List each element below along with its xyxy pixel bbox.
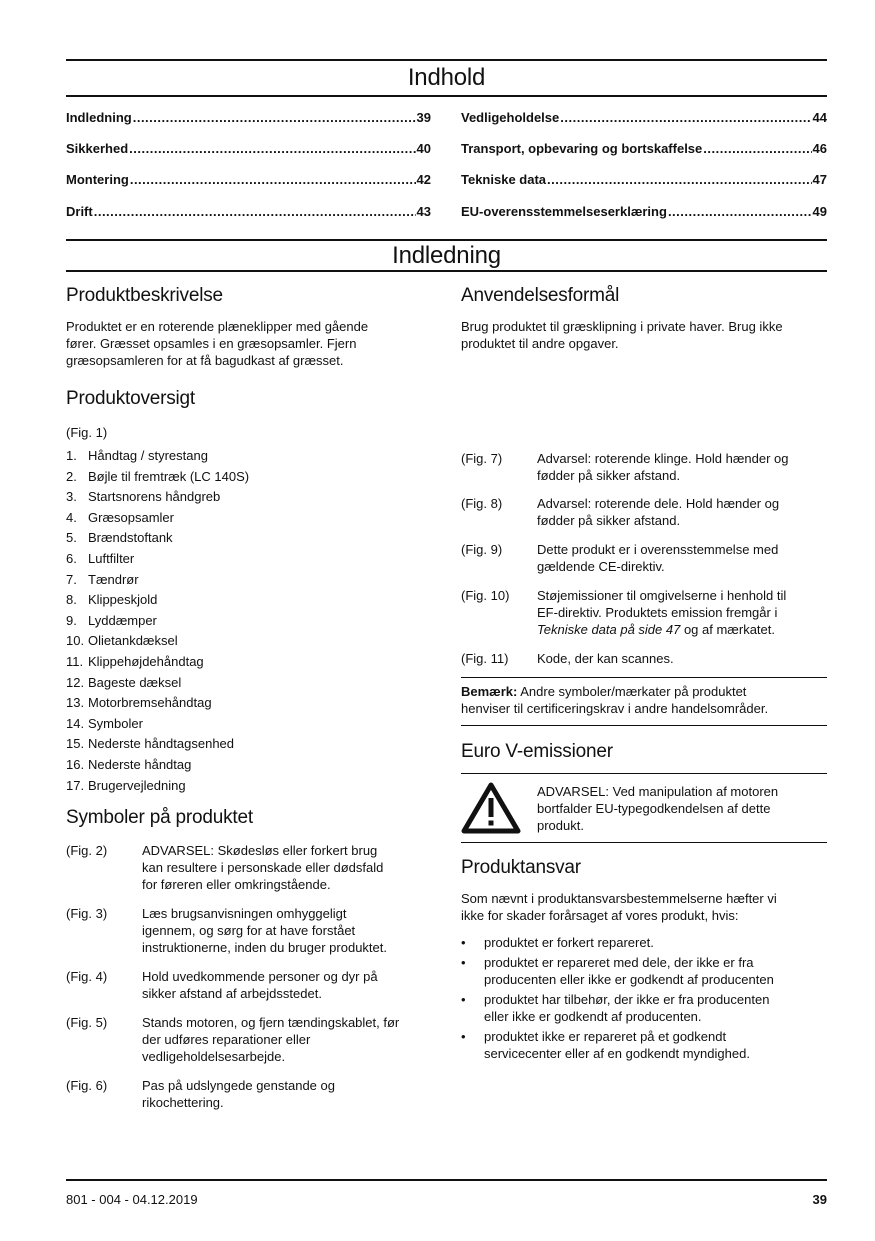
list-item: 13. Motorbremsehåndtag <box>66 695 212 711</box>
toc-title: Indhold <box>407 64 486 91</box>
footer-page-number: 39 <box>812 1192 827 1207</box>
toc-entry-indledning[interactable] <box>66 110 431 125</box>
anvendelse-heading: Anvendelsesformål <box>461 285 620 306</box>
toc-entry-label: Vedligeholdelse <box>461 110 560 125</box>
toc-entry-tekniske-data[interactable] <box>461 172 827 187</box>
warning-label: ADVARSEL: <box>537 784 610 799</box>
list-item: 2. Bøjle til fremtræk (LC 140S) <box>66 468 250 484</box>
list-item: 16. Nederste håndtag <box>66 756 192 772</box>
note-bottom-rule <box>461 725 827 726</box>
produktoversigt-fig-ref: (Fig. 1) <box>66 425 108 440</box>
symbol-entry-fig9: (Fig. 9) Dette produkt er i overensstemmelse med gældende CE-direktiv. <box>461 542 779 574</box>
footer-rule <box>66 1179 827 1181</box>
list-item: 14. Symboler <box>66 715 143 731</box>
list-item: 1. Håndtag / styrestang <box>66 448 208 463</box>
symbol-entry-fig7: (Fig. 7) Advarsel: roterende klinge. Hold hænder og fødder på sikker afstand. <box>461 451 789 483</box>
euro-warning-text: ADVARSEL: Ved manipulation af motoren bortfalder EU-typegodkendelsen af dette produkt. <box>537 784 779 833</box>
list-item: 7. Tændrør <box>66 571 139 587</box>
symbol-entry-fig6: (Fig. 6) Pas på udslyngede genstande og rikochettering. <box>66 1078 335 1110</box>
toc-entry-page: 43 <box>416 204 431 219</box>
toc-top-rule <box>66 59 827 61</box>
list-item: • produktet er repareret med dele, der ikke er fra producenten eller ikke er godkendt af producenten <box>461 955 774 987</box>
toc-entry-page: 46 <box>812 141 827 156</box>
chapter-top-rule <box>66 239 827 241</box>
toc-entry-montering[interactable] <box>66 172 431 187</box>
warning-triangle-icon <box>461 782 521 834</box>
toc-entry-label: Drift <box>66 204 93 219</box>
anvendelse-text: Brug produktet til græsklipning i private haver. Brug ikke produktet til andre opgaver. <box>461 319 783 351</box>
list-item: 8. Klippeskjold <box>66 592 158 608</box>
ansvar-intro: Som nævnt i produktansvarsbestemmelserne hæfter vi ikke for skader forårsaget af vores produkt, hvis: <box>461 891 777 923</box>
chapter-bottom-rule <box>66 270 827 272</box>
list-item: 17. Brugervejledning <box>66 777 186 793</box>
symbol-entry-fig3: (Fig. 3) Læs brugsanvisningen omhyggeligt igennem, og sørg for at have forstået instruktionerne, inden du bruger produktet. <box>66 906 387 955</box>
note-label: Bemærk: <box>461 684 518 699</box>
product-parts-list <box>66 447 426 797</box>
produktbeskrivelse-heading: Produktbeskrivelse <box>66 285 223 306</box>
toc-entry-label: Indledning <box>66 110 132 125</box>
toc-entry-label: Montering <box>66 172 129 187</box>
toc-entry-drift[interactable] <box>66 204 431 219</box>
symbol-entry-fig8: (Fig. 8) Advarsel: roterende dele. Hold hænder og fødder på sikker afstand. <box>461 496 780 528</box>
toc-entry-page: 47 <box>812 172 827 187</box>
list-item: 12. Bageste dæksel <box>66 674 182 690</box>
warning-bottom-rule <box>461 842 827 843</box>
list-item: • produktet er forkert repareret. <box>461 935 654 950</box>
ansvar-list <box>461 934 827 1065</box>
toc-entry-page: 40 <box>416 141 431 156</box>
euro-heading: Euro V-emissioner <box>461 741 613 762</box>
symbol-entry-fig10: (Fig. 10) Støjemissioner til omgivelserne i henhold til EF-direktiv. Produktets emission fremgår i Tekniske data på side 47 og af mærkatet. <box>461 588 787 637</box>
list-item: 4. Græsopsamler <box>66 509 174 525</box>
symbol-entry-fig4: (Fig. 4) Hold uvedkommende personer og dyr på sikker afstand af arbejdsstedet. <box>66 969 378 1001</box>
produktbeskrivelse-text: Produktet er en roterende plæneklipper med gående fører. Græsset opsamles i en græsopsamler. Fjern græsopsamleren for at få bagudkast af græsset. <box>66 319 369 368</box>
warning-top-rule <box>461 773 827 774</box>
note-text: Bemærk: Andre symboler/mærkater på produktet henviser til certificeringskrav i andre handelsområder. <box>461 684 769 716</box>
symboler-heading: Symboler på produktet <box>66 807 253 828</box>
toc-entry-transport[interactable] <box>461 141 827 156</box>
symbol-entry-fig2: (Fig. 2) ADVARSEL: Skødesløs eller forkert brug kan resultere i personskade eller dødsfald for føreren eller omkringstående. <box>66 843 384 892</box>
list-item: 11. Klippehøjdehåndtag <box>66 653 204 669</box>
toc-entry-label: Tekniske data <box>461 172 547 187</box>
toc-entry-sikkerhed[interactable] <box>66 141 431 156</box>
ansvar-heading: Produktansvar <box>461 857 581 878</box>
list-item: 10. Olietankdæksel <box>66 633 178 649</box>
list-item: 6. Luftfilter <box>66 550 135 566</box>
toc-entry-label: EU-overensstemmelseserklæring <box>461 204 667 219</box>
toc-entry-page: 39 <box>416 110 431 125</box>
chapter-title: Indledning <box>392 242 501 269</box>
symbol-entry-fig11: (Fig. 11) Kode, der kan scannes. <box>461 651 674 666</box>
list-item: • produktet har tilbehør, der ikke er fra producenten eller ikke er godkendt af producenten. <box>461 992 770 1024</box>
toc-entry-page: 42 <box>416 172 431 187</box>
list-item: • produktet ikke er repareret på et godkendt servicecenter eller af en godkendt myndighed. <box>461 1029 750 1061</box>
tekniske-data-link[interactable]: Tekniske data på side 47 <box>537 622 681 637</box>
list-item: 15. Nederste håndtagsenhed <box>66 736 235 752</box>
list-item: 5. Brændstoftank <box>66 530 173 546</box>
toc-entry-vedligeholdelse[interactable] <box>461 110 827 125</box>
toc-entry-label: Sikkerhed <box>66 141 129 156</box>
list-item: 3. Startsnorens håndgreb <box>66 489 221 505</box>
produktoversigt-heading: Produktoversigt <box>66 388 196 409</box>
toc-entry-eu-erklaering[interactable] <box>461 204 827 219</box>
toc-entry-page: 44 <box>812 110 827 125</box>
symbol-entry-fig5: (Fig. 5) Stands motoren, og fjern tændingskablet, før der udføres reparationer eller vedligeholdelsesarbejde. <box>66 1015 400 1064</box>
list-item: 9. Lyddæmper <box>66 612 157 628</box>
toc-entry-page: 49 <box>812 204 827 219</box>
toc-title-rule <box>66 95 827 97</box>
toc-entry-label: Transport, opbevaring og bortskaffelse <box>461 141 703 156</box>
note-top-rule <box>461 677 827 678</box>
footer-doc-code: 801 - 004 - 04.12.2019 <box>66 1192 198 1207</box>
